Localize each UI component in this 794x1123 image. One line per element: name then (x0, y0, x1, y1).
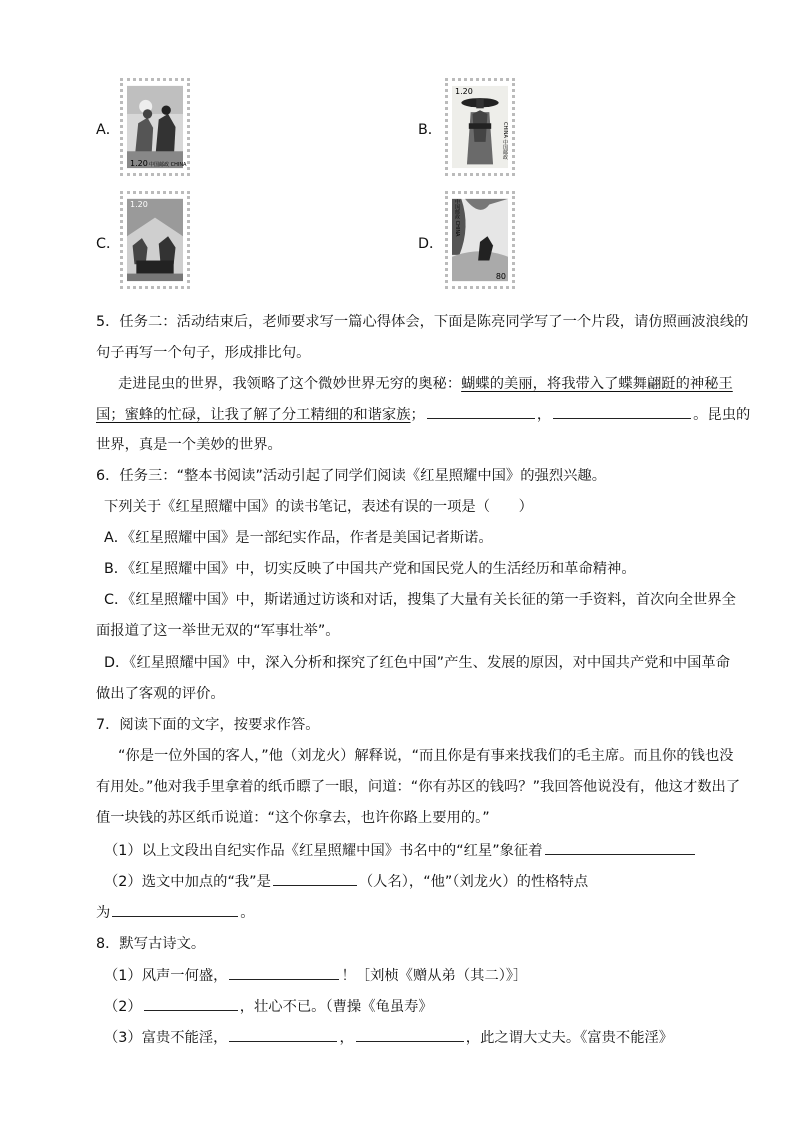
stamp-b-denomination: 1.20 (455, 87, 473, 96)
q8-item1-blank[interactable] (229, 965, 339, 980)
q7-passage-line1: “你是一位外国的客人，”他（刘龙火）解释说，“而且你是有事来找我们的毛主席。而且你的钱也没 (118, 748, 734, 764)
q6-option-a[interactable]: A．《红星照耀中国》是一部纪实作品，作者是美国记者斯诺。 (104, 530, 493, 546)
q5-wavy-sentence-part2: 国；蜜蜂的忙碌，让我了解了分工精细的和谐家族 (96, 407, 411, 423)
q7-sub2-trait-blank[interactable] (112, 902, 238, 917)
q7-sub2-text-a: （2）选文中加点的“我”是 (104, 874, 271, 890)
q5-prompt-line2: 句子再写一个句子，形成排比句。 (96, 345, 311, 361)
q5-passage-line1 (118, 374, 733, 394)
q7-passage-line2: 有用处。”他对我手里拿着的纸币瞟了一眼，问道：“你有苏区的钱吗？”我回答他说没有，他这才数出了 (96, 779, 741, 795)
option-c-label[interactable]: C． (96, 236, 121, 252)
q8-item3-text-a: （3）富贵不能淫， (104, 1030, 228, 1046)
q7-sub2-text-b: （人名），“他”（刘龙火）的性格特点 (358, 874, 589, 890)
q8-item3-blank-2[interactable] (356, 1027, 464, 1042)
q7-subquestion-1 (104, 840, 697, 861)
q6-option-c-line2[interactable]: 面报道了这一举世无双的“军事壮举”。 (96, 623, 340, 639)
q7-subquestion-2-cont (96, 902, 255, 923)
q5-passage-end: 。昆虫的 (693, 407, 751, 423)
q6-option-d-line2[interactable]: 做出了客观的评价。 (96, 686, 225, 702)
stamp-d-denomination: 80 (495, 272, 506, 281)
q8-item2-text-b: ，壮心不已。（曹操《龟虽寿》 (239, 999, 433, 1015)
q7-sub2-text-d: 。 (240, 905, 255, 921)
q5-answer-blank-2[interactable] (553, 404, 691, 419)
stamp-c-denomination: 1.20 (130, 200, 148, 209)
q8-item2-text-a: （2） (104, 999, 142, 1015)
stamp-c-figure (127, 198, 183, 282)
q5-comma: ， (536, 407, 552, 423)
q7-sub2-name-blank[interactable] (273, 871, 357, 886)
q7-sub2-text-c: 为 (96, 905, 111, 921)
q6-option-b[interactable]: B．《红星照耀中国》中，切实反映了中国共产党和国民党人的生活经历和革命精神。 (104, 561, 636, 577)
q7-sub1-text: （1）以上文段出自纪实作品《红星照耀中国》书名中的“红星”象征着 (104, 843, 543, 859)
q8-item3-text-b: ， (339, 1030, 354, 1046)
q5-prompt-line1: 5．任务二：活动结束后，老师要求写一篇心得体会，下面是陈亮同学写了一个片段，请仿照画波浪线的 (96, 314, 749, 330)
stamp-d-caption: 中国邮政 CHINA (454, 199, 460, 237)
q5-wavy-sentence-part1: 蝴蝶的美丽，将我带入了蝶舞翩跹的神秘王 (461, 376, 733, 392)
q6-prompt-line2: 下列关于《红星照耀中国》的读书笔记，表述有误的一项是（ ） (104, 499, 533, 515)
option-a-label[interactable]: A． (96, 122, 121, 138)
stamp-image-b (445, 78, 515, 176)
q8-item3-text-c: ，此之谓大丈夫。《富贵不能淫》 (465, 1030, 674, 1046)
q6-option-c-line1[interactable]: C．《红星照耀中国》中，斯诺通过访谈和对话，搜集了大量有关长征的第一手资料，首次向全世界全 (104, 592, 736, 608)
q8-item-2 (104, 996, 433, 1017)
q5-passage-start: 走进昆虫的世界，我领略了这个微妙世界无穷的奥秘： (118, 376, 462, 392)
q8-prompt: 8．默写古诗文。 (96, 936, 206, 952)
q5-passage-line3: 世界，真是一个美妙的世界。 (96, 437, 282, 453)
stamp-b-caption: CHINA 中国邮政 (502, 121, 508, 159)
q6-prompt-line1: 6．任务三：“整本书阅读”活动引起了同学们阅读《红星照耀中国》的强烈兴趣。 (96, 468, 606, 484)
q6-option-d-line1[interactable]: D．《红星照耀中国》中，深入分析和探究了红色中国”产生、发展的原因，对中国共产党和中国革命 (104, 655, 731, 671)
q8-item2-blank[interactable] (144, 996, 238, 1011)
q8-item-3 (104, 1027, 673, 1048)
q5-answer-blank-1[interactable] (427, 404, 535, 419)
stamp-image-d (445, 191, 515, 289)
q8-item1-text-b: ！［刘桢《赠从弟（其二）》］ (341, 968, 528, 984)
stamp-a-caption: 中国邮政 CHINA (149, 162, 187, 168)
q7-passage-line3: 值一块钱的苏区纸币说道：“这个你拿去，也许你路上要用的。” (96, 810, 490, 826)
stamp-b-figure (452, 85, 508, 169)
q8-item-1 (104, 965, 527, 986)
q8-item3-blank-1[interactable] (229, 1027, 337, 1042)
stamp-a-denomination: 1.20 (130, 159, 148, 168)
option-d-label[interactable]: D． (418, 236, 444, 252)
stamp-image-c (120, 191, 190, 289)
q7-subquestion-2 (104, 871, 588, 892)
q5-semicolon: ； (410, 407, 425, 423)
stamp-a-figure (127, 85, 183, 169)
q8-item1-text-a: （1）风声一何盛， (104, 968, 228, 984)
stamp-image-a (120, 78, 190, 176)
option-b-label[interactable]: B． (418, 122, 443, 138)
q5-passage-line2 (96, 404, 750, 425)
q7-sub1-answer-blank[interactable] (545, 840, 695, 855)
q7-prompt: 7．阅读下面的文字，按要求作答。 (96, 717, 320, 733)
